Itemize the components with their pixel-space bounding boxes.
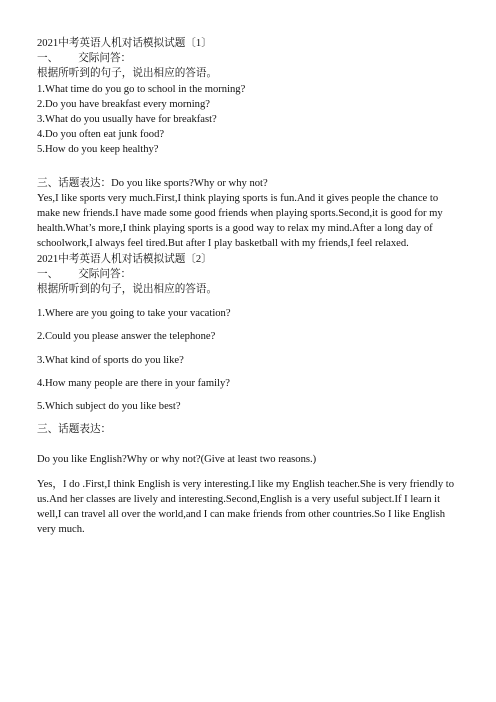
doc2-section1-name: 交际问答：	[78, 268, 132, 280]
doc1-section3-prompt: Do you like sports?Why or why not?	[111, 177, 268, 189]
doc1-section1-name: 交际问答：	[78, 53, 132, 65]
doc1-answer-paragraph: Yes,I like sports very much.First,I think playing sports is fun.And it gives people the chance to make new friends.I have made some good friends when playing sports.Second,it is good for my health.What’s more,I think playing sports is a good way to relax my mind.After a long day of schoolwork,I always feel tired.But after I play basketball with my friends,I feel relaxed.	[37, 192, 443, 250]
doc2-question-5: 5.Which subject do you like best?	[37, 401, 181, 413]
doc1-section1-number: 一、	[37, 53, 59, 65]
doc2-section1-heading	[37, 267, 460, 282]
doc2-question-2: 2.Could you please answer the telephone?	[37, 331, 216, 343]
doc2-section1-number: 一、	[37, 268, 59, 280]
doc1-section3-label: 三、话题表达：	[37, 177, 112, 189]
doc1-section3-heading	[37, 176, 460, 191]
doc2-title: 2021中考英语人机对话模拟试题〔2〕	[37, 253, 212, 265]
doc1-instruction: 根据所听到的句子，说出相应的答语。	[37, 68, 218, 80]
doc2-instruction: 根据所听到的句子，说出相应的答语。	[37, 284, 218, 296]
document-content	[37, 36, 460, 537]
doc1-question-5: 5.How do you keep healthy?	[37, 144, 159, 156]
doc1-title: 2021中考英语人机对话模拟试题〔1〕	[37, 38, 212, 49]
doc1-question-4: 4.Do you often eat junk food?	[37, 129, 165, 141]
doc1-section1-heading	[37, 51, 460, 66]
doc1-question-2: 2.Do you have breakfast every morning?	[37, 98, 210, 110]
doc2-question-1: 1.Where are you going to take your vacation?	[37, 308, 231, 320]
doc2-question-3: 3.What kind of sports do you like?	[37, 354, 184, 366]
doc2-answer-paragraph: Yes，I do .First,I think English is very interesting.I like my English teacher.She is very friendly to us.And her classes are lively and interesting.Second,English is a very useful subject.If I learn it well,I can travel all over the world,and I can make friends from other countries.So I like English very much.	[37, 478, 455, 536]
doc2-section3-prompt: Do you like English?Why or why not?(Give at least two reasons.)	[37, 454, 317, 466]
doc1-question-3: 3.What do you usually have for breakfast?	[37, 114, 217, 126]
doc2-question-4: 4.How many people are there in your family?	[37, 377, 230, 389]
doc2-section3-label: 三、话题表达：	[37, 424, 112, 436]
doc1-question-1: 1.What time do you go to school in the morning?	[37, 83, 246, 95]
